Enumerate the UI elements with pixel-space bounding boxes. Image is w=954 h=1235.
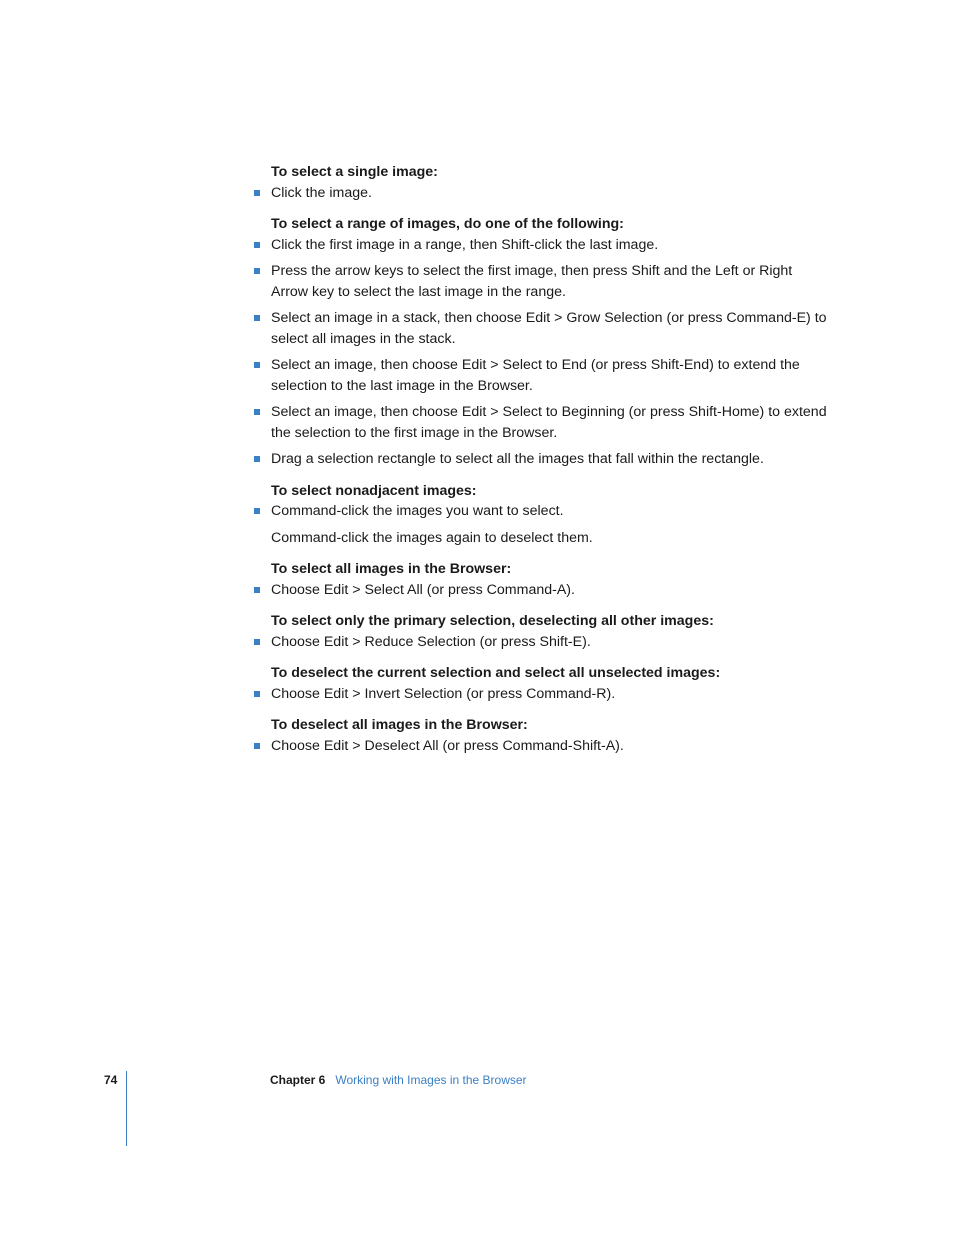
square-bullet-icon [254, 743, 260, 749]
square-bullet-icon [254, 268, 260, 274]
square-bullet-icon [254, 190, 260, 196]
square-bullet-icon [254, 508, 260, 514]
section-heading: To select only the primary selection, deselecting all other images: [271, 613, 714, 629]
section-primary-selection [271, 611, 831, 652]
list-item [271, 235, 831, 256]
section-heading: To select a range of images, do one of the following: [271, 216, 624, 232]
list-item [271, 308, 831, 349]
list-item-text: Select an image, then choose Edit > Select to End (or press Shift-End) to extend the selection to the last image in the Browser. [271, 357, 800, 394]
square-bullet-icon [254, 587, 260, 593]
section-invert-selection [271, 663, 831, 704]
bullet-list [271, 183, 831, 204]
section-range-of-images [271, 214, 831, 470]
square-bullet-icon [254, 409, 260, 415]
list-item-text: Choose Edit > Invert Selection (or press Command-R). [271, 685, 616, 702]
list-item-text: Select an image, then choose Edit > Select to Beginning (or press Shift-Home) to extend the selection to the first image in the Browser. [271, 404, 827, 441]
bullet-list [271, 736, 831, 757]
square-bullet-icon [254, 315, 260, 321]
section-note: Command-click the images again to deselect them. [271, 529, 593, 546]
bullet-list [271, 235, 831, 470]
footer-vertical-rule [126, 1071, 127, 1146]
page-number: 74 [104, 1073, 118, 1087]
square-bullet-icon [254, 362, 260, 368]
list-item [271, 449, 831, 470]
section-select-all [271, 559, 831, 600]
square-bullet-icon [254, 691, 260, 697]
list-item [271, 632, 831, 653]
list-item-text: Drag a selection rectangle to select all the images that fall within the rectangle. [271, 451, 764, 467]
section-heading: To select nonadjacent images: [271, 482, 477, 499]
list-item-text: Choose Edit > Select All (or press Command-A). [271, 581, 575, 598]
list-item [271, 580, 831, 601]
section-heading: To deselect all images in the Browser: [271, 717, 528, 733]
bullet-list [271, 684, 831, 705]
chapter-label: Chapter 6 [270, 1073, 326, 1087]
square-bullet-icon [254, 639, 260, 645]
list-item-text: Command-click the images you want to select. [271, 503, 564, 519]
list-item [271, 183, 831, 204]
list-item-text: Select an image in a stack, then choose Edit > Grow Selection (or press Command-E) to select all images in the stack. [271, 310, 827, 347]
list-item-text: Click the image. [271, 184, 372, 201]
section-deselect-all [271, 715, 831, 756]
list-item-text: Choose Edit > Deselect All (or press Command-Shift-A). [271, 737, 624, 754]
list-item [271, 402, 831, 443]
section-nonadjacent-images [271, 481, 831, 549]
section-single-image [271, 162, 831, 203]
list-item [271, 355, 831, 396]
section-heading: To deselect the current selection and select all unselected images: [271, 665, 721, 681]
page-content [271, 162, 831, 767]
square-bullet-icon [254, 456, 260, 462]
bullet-list [271, 501, 831, 522]
section-heading: To select a single image: [271, 164, 438, 180]
list-item [271, 261, 831, 302]
list-item-text: Choose Edit > Reduce Selection (or press Shift-E). [271, 633, 591, 650]
list-item [271, 501, 831, 522]
list-item [271, 736, 831, 757]
section-heading: To select all images in the Browser: [271, 561, 512, 577]
chapter-title: Working with Images in the Browser [335, 1073, 527, 1087]
square-bullet-icon [254, 242, 260, 248]
bullet-list [271, 632, 831, 653]
running-footer [270, 1073, 527, 1087]
bullet-list [271, 580, 831, 601]
list-item-text: Click the first image in a range, then Shift-click the last image. [271, 236, 659, 253]
list-item-text: Press the arrow keys to select the first image, then press Shift and the Left or Right Arrow key to select the last image in the range. [271, 263, 793, 300]
list-item [271, 684, 831, 705]
